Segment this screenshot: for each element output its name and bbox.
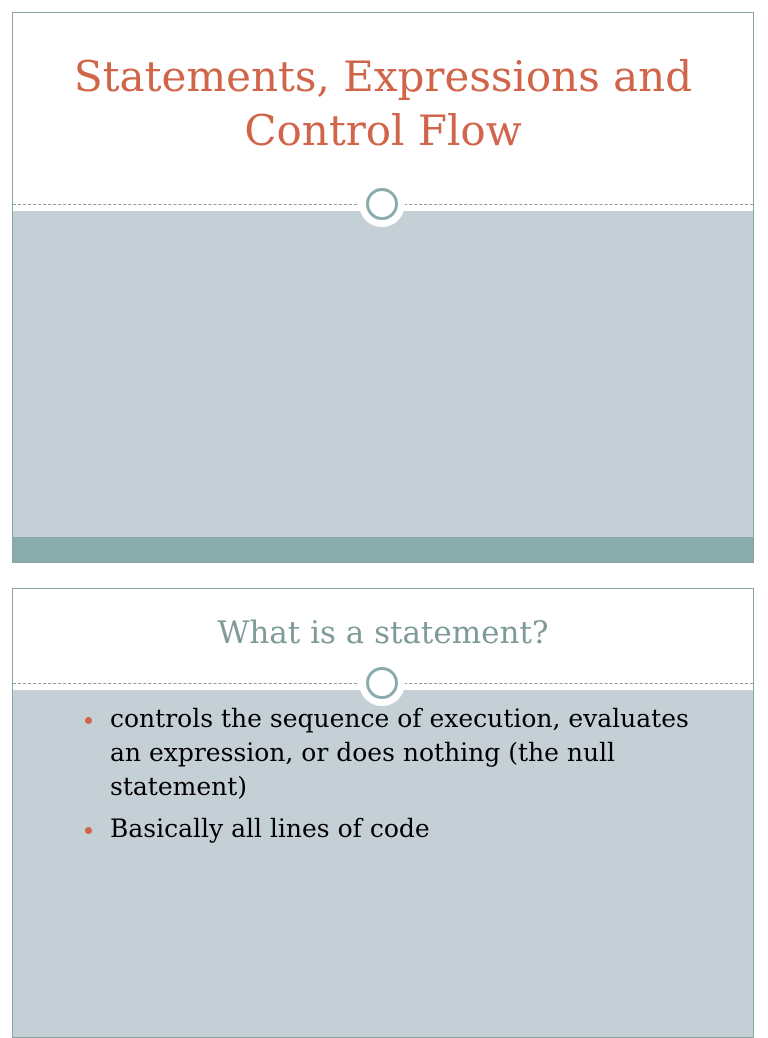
slide-1-body bbox=[13, 211, 753, 537]
slide-1-title: Statements, Expressions and Control Flow bbox=[73, 52, 693, 155]
circle-ornament-icon bbox=[359, 660, 405, 706]
slide-1 bbox=[12, 12, 754, 563]
bullet-dot-icon bbox=[85, 717, 92, 724]
circle-ornament-icon bbox=[359, 181, 405, 227]
bullet-item bbox=[81, 812, 701, 846]
bullet-dot-icon bbox=[85, 827, 92, 834]
bullet-list bbox=[81, 702, 701, 854]
bullet-item bbox=[81, 702, 701, 804]
bullet-text: Basically all lines of code bbox=[110, 814, 430, 843]
slide-1-footer-band bbox=[13, 537, 753, 563]
slide-2-title: What is a statement? bbox=[217, 615, 549, 651]
slide-2 bbox=[12, 588, 754, 1038]
bullet-text: controls the sequence of execution, evaluates an expression, or does nothing (the null statement) bbox=[110, 704, 689, 801]
slide-1-title-area bbox=[13, 13, 753, 205]
